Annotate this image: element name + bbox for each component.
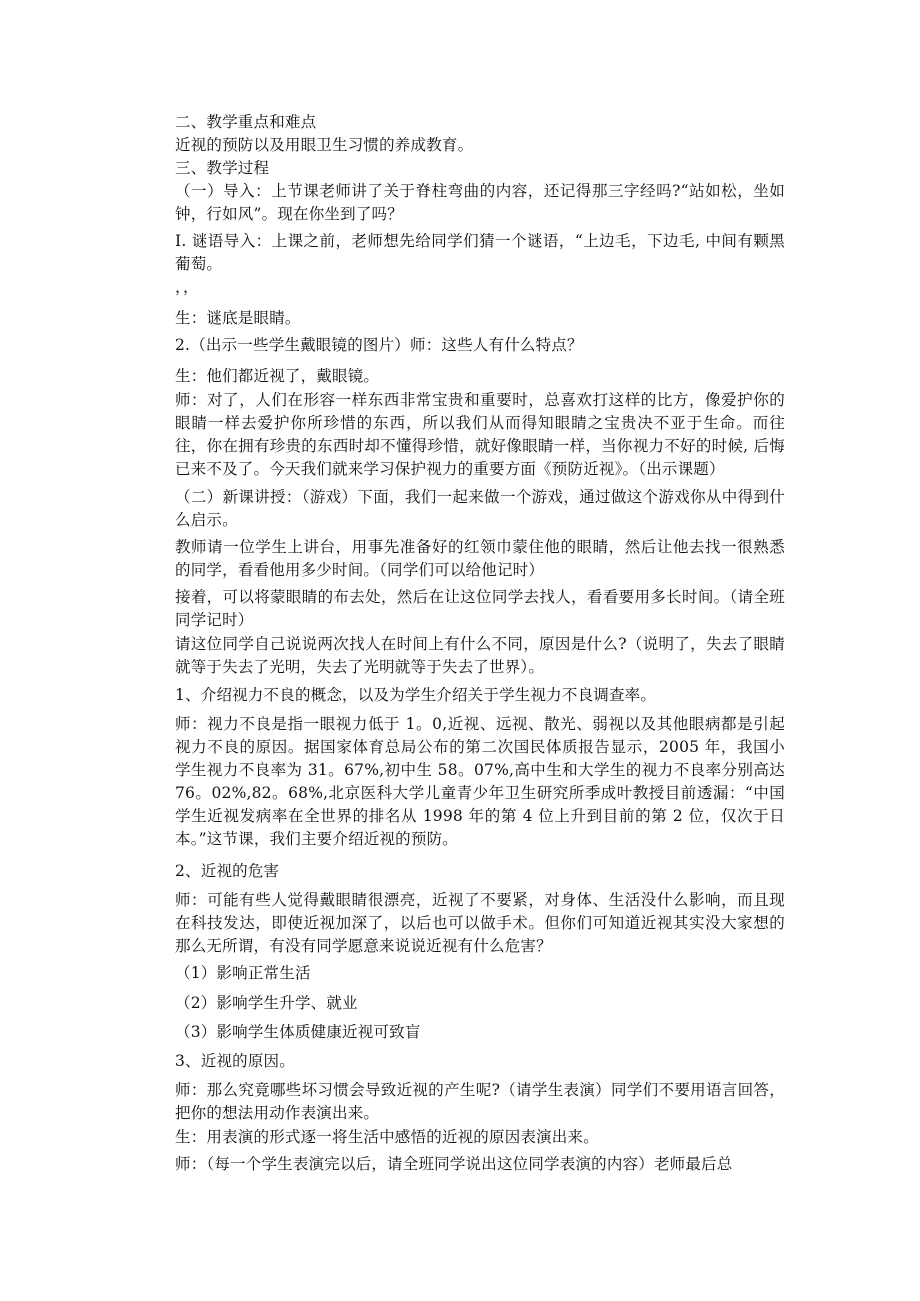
list-item-harm-2: （2）影响学生升学、就业 <box>175 994 358 1012</box>
heading-teaching-process: 三、教学过程 <box>175 159 270 177</box>
paragraph-teacher-summary: 师：（每一个学生表演完以后，请全班同学说出这位同学表演的内容）老师最后总 <box>175 1155 733 1173</box>
paragraph-teacher-eyes: 师：对了，人们在形容一样东西非常宝贵和重要时，总喜欢打这样的比方，像爱护你的眼睛一样去爱护你所珍惜的东西，所以我们从而得知眼睛之宝贵决不亚于生命。而往往，你在拥有珍贵的东西时却不懂得珍惜，就好像眼睛一样，当你视力不好的时候, 后悔已来不及了。今天我们就来学习保护视力的重要方面《预防近视》。（出示课题） <box>175 391 785 478</box>
paragraph-introduction: （一）导入：上节课老师讲了关于脊柱弯曲的内容，还记得那三字经吗?“站如松，坐如钟，行如风”。现在你坐到了吗？ <box>175 182 785 223</box>
list-item-harm-1: （1）影响正常生活 <box>175 964 311 982</box>
paragraph-student-answer: 生：他们都近视了，戴眼镜。 <box>175 367 380 385</box>
heading-key-points: 二、教学重点和难点 <box>175 113 317 131</box>
paragraph-key-points: 近视的预防以及用眼卫生习惯的养成教育。 <box>175 136 474 154</box>
paragraph-new-lesson: （二）新课讲授：（游戏）下面，我们一起来做一个游戏，通过做这个游戏你从中得到什么启示。 <box>175 488 785 529</box>
paragraph-student-performance: 生：用表演的形式逐一将生活中感悟的近视的原因表演出来。 <box>175 1128 599 1146</box>
paragraph-game-setup: 教师请一位学生上讲台，用事先准备好的红领巾蒙住他的眼睛，然后让他去找一很熟悉的同学，看看他用多少时间。（同学们可以给他记时） <box>175 538 785 579</box>
heading-myopia-causes: 3、近视的原因。 <box>175 1052 295 1070</box>
paragraph-riddle-answer: 生：谜底是眼睛。 <box>175 309 301 327</box>
paragraph-vision-statistics: 师：视力不良是指一眼视力低于 1。0,近视、远视、散光、弱视以及其他眼病都是引起视力不良的原因。据国家体育总局公布的第二次国民体质报告显示，2005 年，我国小学生视力不良率为 31。67%,初中生 58。07%,高中生和大学生的视力不良率分别高达 76。02%,82。68%,北京医科大学儿童青少年卫生研究所季成叶教授目前透漏：“中国学生近视发病率在全世界的排名从 1998 年的第 4 位上升到目前的第 2 位，仅次于日本。”这节课，我们主要介绍近视的预防。 <box>175 715 785 848</box>
paragraph-commas: ，， <box>175 278 199 296</box>
list-item-harm-3: （3）影响学生体质健康近视可致盲 <box>175 1023 421 1041</box>
paragraph-compare: 请这位同学自己说说两次找人在时间上有什么不同，原因是什么?（说明了，失去了眼睛就等于失去了光明，失去了光明就等于失去了世界）。 <box>175 635 785 676</box>
heading-vision-concept: 1、介绍视力不良的概念，以及为学生介绍关于学生视力不良调查率。 <box>175 686 657 704</box>
heading-myopia-harm: 2、近视的危害 <box>175 862 280 880</box>
paragraph-glasses-pictures: 2.（出示一些学生戴眼镜的图片）师：这些人有什么特点？ <box>175 336 583 354</box>
paragraph-myopia-harm: 师：可能有些人觉得戴眼睛很漂亮，近视了不要紧，对身体、生活没什么影响，而且现在科技发达，即使近视加深了，以后也可以做手术。但你们可知道近视其实没大家想的那么无所谓，有没有同学愿意来说说近视有什么危害？ <box>175 891 785 955</box>
paragraph-causes-question: 师：那么究竟哪些坏习惯会导致近视的产生呢?（请学生表演）同学们不要用语言回答，把你的想法用动作表演出来。 <box>175 1081 785 1122</box>
paragraph-game-next: 接着，可以将蒙眼睛的布去处，然后在让这位同学去找人，看看要用多长时间。（请全班同学记时） <box>175 588 785 629</box>
paragraph-riddle: I. 谜语导入：上课之前，老师想先给同学们猜一个谜语，“上边毛，下边毛, 中间有颗黑葡萄。 <box>175 232 785 273</box>
